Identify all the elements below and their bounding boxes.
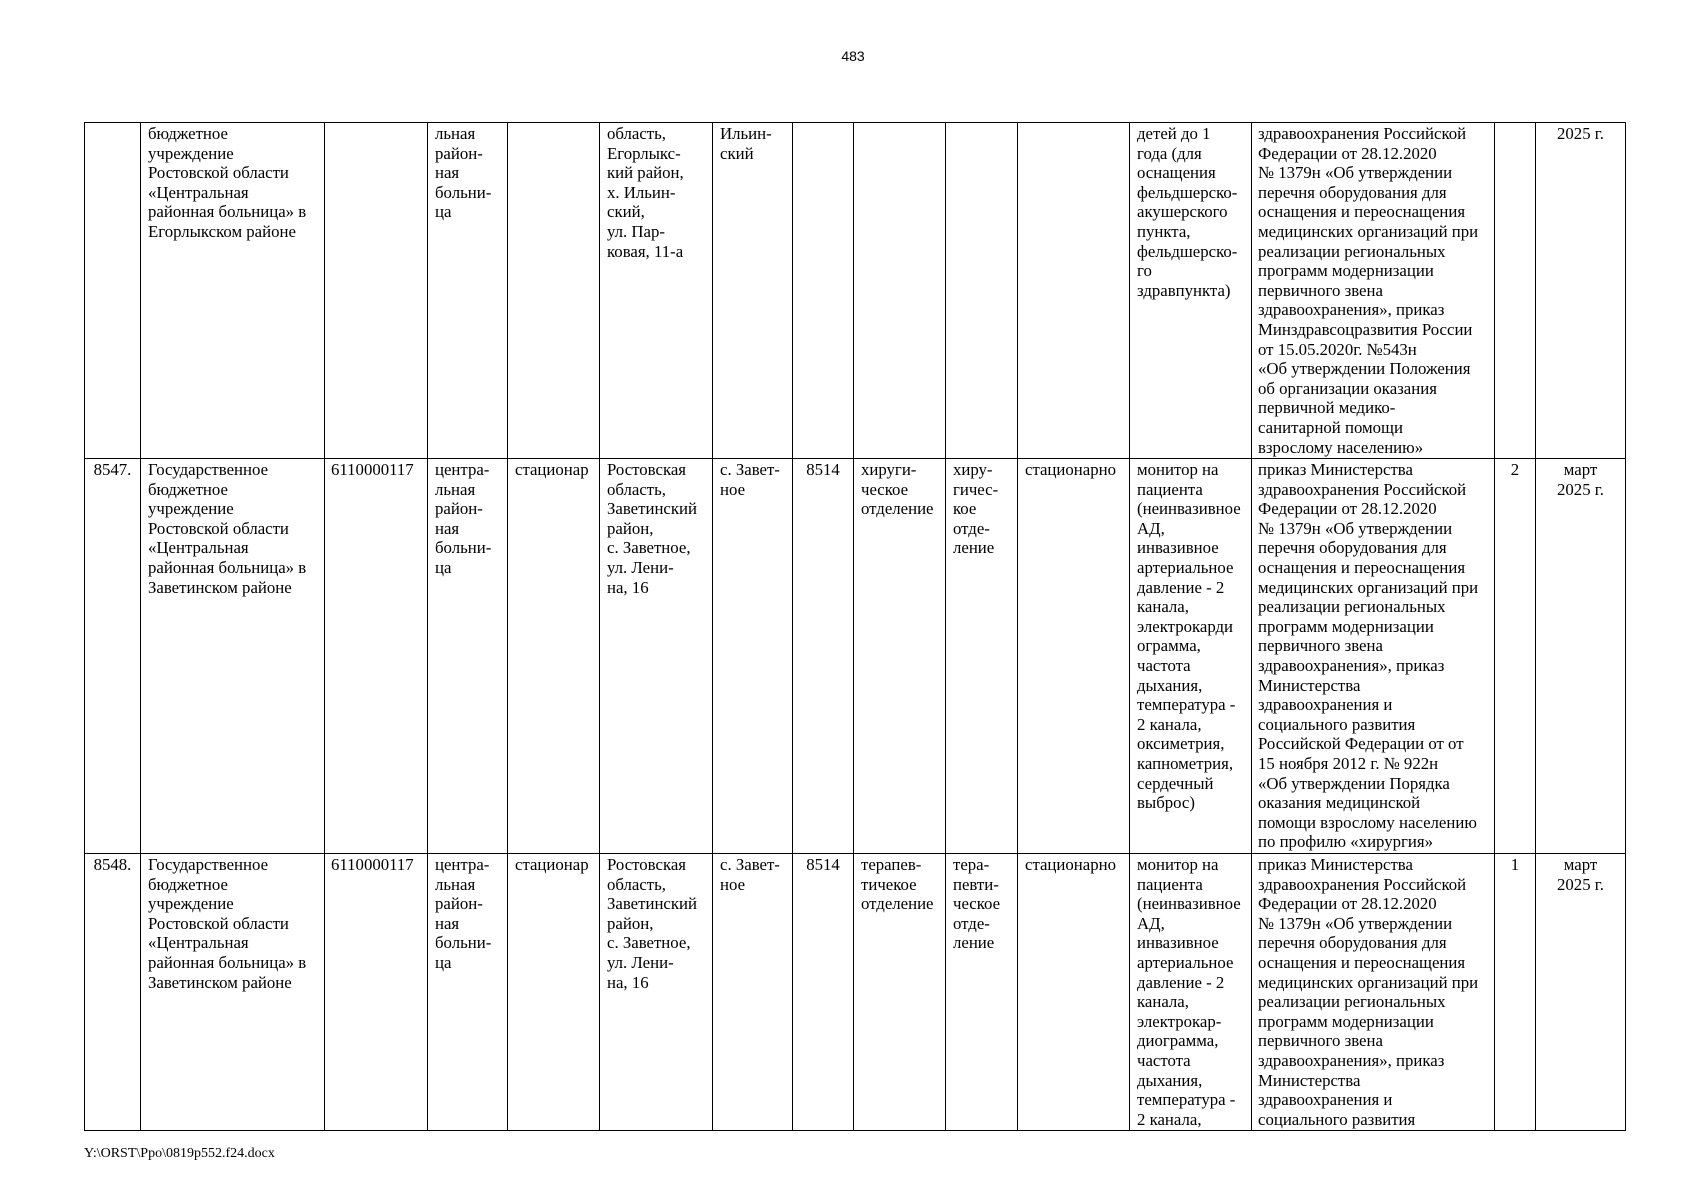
cell-institution-code: 6110000117 [325, 459, 428, 854]
cell-legal-basis: приказ Министерства здравоохранения Российской Федерации от 28.12.2020 № 1379н «Об утверждении перечня оборудования для оснащения и переоснащения медицинских организаций при реализации региональных программ модернизации первичного звена здравоохранения», приказ Министерства здравоохранения и социального развития Российской Федерации от от 15 ноября 2012 г. № 922н «Об утверждении Порядка оказания медицинской помощи взрослому населению по профилю «хирургия» [1252, 459, 1495, 854]
cell-department-name: хируги- ческое отделение [854, 459, 946, 854]
cell-address: Ростовская область, Заветинский район, с. Заветное, ул. Лени- на, 16 [600, 459, 713, 854]
cell-quantity: 2 [1495, 459, 1536, 854]
cell-institution-name: Государственное бюджетное учреждение Ростовской области «Центральная районная больница» в Заветинском районе [141, 854, 325, 1131]
cell-department-code [793, 123, 854, 459]
cell-address: область, Егорлыкс- кий район, х. Ильин- ский, ул. Пар- ковая, 11-а [600, 123, 713, 459]
cell-quantity [1495, 123, 1536, 459]
cell-department-code: 8514 [793, 459, 854, 854]
cell-delivery-date: март 2025 г. [1536, 459, 1626, 854]
cell-care-form: стационарно [1018, 854, 1130, 1131]
cell-care-condition: стационар [508, 459, 600, 854]
cell-locality: Ильин- ский [713, 123, 793, 459]
cell-department-name [854, 123, 946, 459]
cell-institution-type: центра- льная район- ная больни- ца [428, 459, 508, 854]
cell-quantity: 1 [1495, 854, 1536, 1131]
cell-department-name: терапев- тичекое отделение [854, 854, 946, 1131]
cell-institution-name: Государственное бюджетное учреждение Ростовской области «Центральная районная больница» в Заветинском районе [141, 459, 325, 854]
page-number: 483 [841, 48, 865, 64]
cell-institution-type: центра- льная район- ная больни- ца [428, 854, 508, 1131]
cell-legal-basis: здравоохранения Российской Федерации от 28.12.2020 № 1379н «Об утверждении перечня оборудования для оснащения и переоснащения медицинских организаций при реализации региональных программ модернизации первичного звена здравоохранения», приказ Минздравсоцразвития России от 15.05.2020г. №543н «Об утверждении Положения об организации оказания первичной медико- санитарной помощи взрослому населению» [1252, 123, 1495, 459]
cell-locality: с. Завет- ное [713, 854, 793, 1131]
cell-care-condition: стационар [508, 854, 600, 1131]
cell-department-profile: хиру- гичес- кое отде- ление [946, 459, 1018, 854]
cell-row-number: 8547. [85, 459, 141, 854]
cell-care-form: стационарно [1018, 459, 1130, 854]
cell-address: Ростовская область, Заветинский район, с. Заветное, ул. Лени- на, 16 [600, 854, 713, 1131]
cell-institution-name: бюджетное учреждение Ростовской области «Центральная районная больница» в Егорлыкском районе [141, 123, 325, 459]
cell-delivery-date: 2025 г. [1536, 123, 1626, 459]
file-path-footer: Y:\ORST\Ppo\0819p552.f24.docx [84, 1146, 275, 1161]
cell-institution-type: льная район- ная больни- ца [428, 123, 508, 459]
cell-equipment: детей до 1 года (для оснащения фельдшерско- акушерского пункта, фельдшерско- го здравпункта) [1130, 123, 1252, 459]
cell-equipment: монитор на пациента (неинвазивное АД, инвазивное артериальное давление - 2 канала, электрокарди ограмма, частота дыхания, температура - 2 канала, оксиметрия, капнометрия, сердечный выброс) [1130, 459, 1252, 854]
cell-care-condition [508, 123, 600, 459]
cell-equipment: монитор на пациента (неинвазивное АД, инвазивное артериальное давление - 2 канала, электрокар- диограмма, частота дыхания, температура - 2 канала, [1130, 854, 1252, 1131]
equipment-table [84, 122, 1626, 1131]
cell-locality: с. Завет- ное [713, 459, 793, 854]
cell-row-number: 8548. [85, 854, 141, 1131]
cell-institution-code [325, 123, 428, 459]
cell-care-form [1018, 123, 1130, 459]
cell-department-profile [946, 123, 1018, 459]
cell-department-code: 8514 [793, 854, 854, 1131]
cell-delivery-date: март 2025 г. [1536, 854, 1626, 1131]
cell-department-profile: тера- певти- ческое отде- ление [946, 854, 1018, 1131]
cell-legal-basis: приказ Министерства здравоохранения Российской Федерации от 28.12.2020 № 1379н «Об утверждении перечня оборудования для оснащения и переоснащения медицинских организаций при реализации региональных программ модернизации первичного звена здравоохранения», приказ Министерства здравоохранения и социального развития [1252, 854, 1495, 1131]
cell-row-number [85, 123, 141, 459]
cell-institution-code: 6110000117 [325, 854, 428, 1131]
